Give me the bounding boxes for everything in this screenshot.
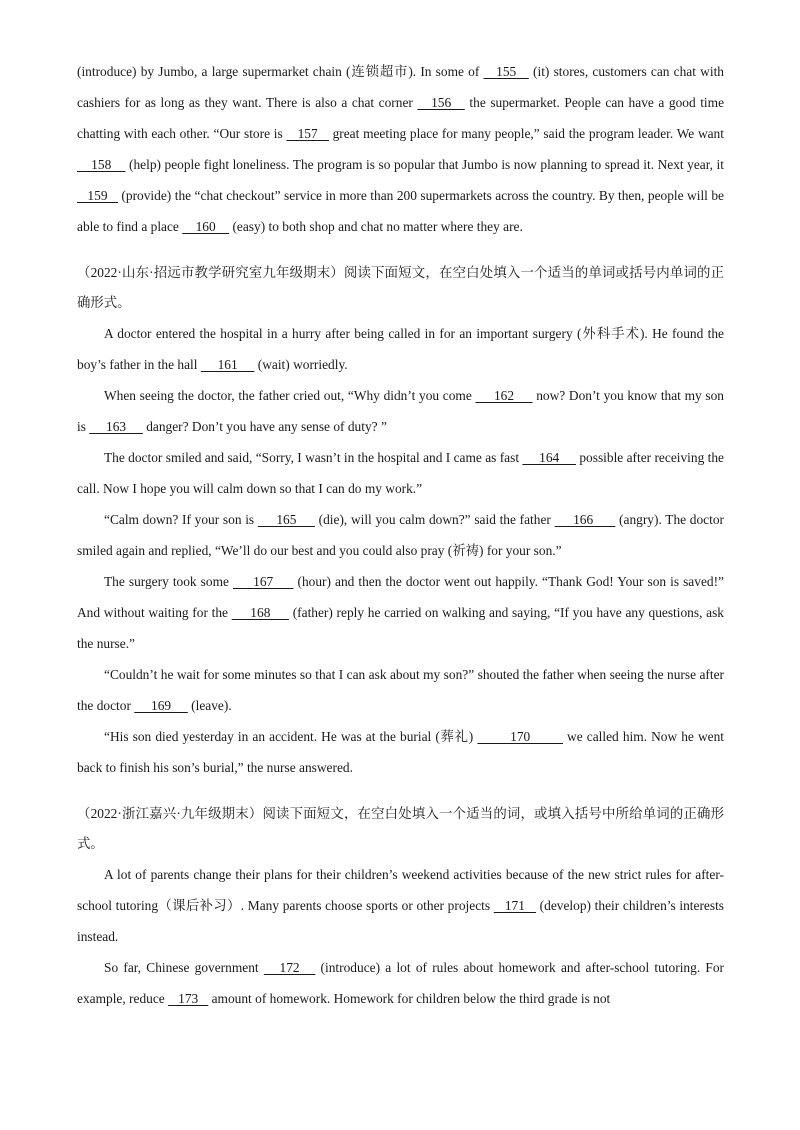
answer-blank[interactable]: 166 bbox=[554, 512, 616, 527]
passage-paragraph bbox=[77, 504, 724, 566]
paragraph-text: amount of homework. Homework for children below the third grade is not bbox=[208, 991, 611, 1006]
passage-paragraph bbox=[77, 442, 724, 504]
paragraph-text: now? Don’t you know that my son is bbox=[77, 388, 725, 434]
answer-blank[interactable]: 163 bbox=[89, 419, 143, 434]
paragraph-text: (hour) and then the doctor went out happily. “Thank God! Your son is saved!” And without waiting for the bbox=[77, 574, 724, 620]
paragraph-text: (leave). bbox=[187, 698, 232, 713]
answer-blank[interactable]: 173 bbox=[168, 991, 209, 1006]
paragraph-text: (provide) the “chat checkout” service in more than 200 supermarkets across the country. By then, people will be able to find a place bbox=[77, 188, 724, 234]
answer-blank[interactable]: 155 bbox=[483, 64, 529, 79]
passage-paragraph bbox=[77, 56, 724, 242]
paragraph-text: (angry). The doctor smiled again and replied, “We’ll do our best and you could also pray (祈祷) for your son.” bbox=[77, 512, 724, 558]
paragraph-text: （2022·山东·招远市教学研究室九年级期末）阅读下面短文，在空白处填入一个适当的单词或括号内单词的正确形式。 bbox=[77, 265, 724, 310]
answer-blank[interactable]: 161 bbox=[200, 357, 255, 372]
paragraph-text: danger? Don’t you have any sense of duty? ” bbox=[142, 419, 387, 434]
answer-blank[interactable]: 164 bbox=[522, 450, 576, 465]
answer-blank[interactable]: 170 bbox=[477, 729, 563, 744]
paragraph-text: (help) people fight loneliness. The program is so popular that Jumbo is now planning to spread it. Next year, it bbox=[125, 157, 724, 172]
answer-blank[interactable]: 171 bbox=[493, 898, 536, 913]
answer-blank[interactable]: 162 bbox=[475, 388, 533, 403]
answer-blank[interactable]: 169 bbox=[134, 698, 188, 713]
passage-paragraph bbox=[77, 859, 724, 952]
section-gap bbox=[77, 783, 724, 799]
paragraph-text: (father) reply he carried on walking and saying, “If you have any questions, ask the nurse.” bbox=[77, 605, 725, 651]
paragraph-text: “Calm down? If your son is bbox=[104, 512, 258, 527]
answer-blank[interactable]: 157 bbox=[286, 126, 329, 141]
paragraph-text: A doctor entered the hospital in a hurry after being called in for an important surgery (外科手术). He found the boy’s father in the hall bbox=[77, 326, 724, 372]
paragraph-text: (easy) to both shop and chat no matter where they are. bbox=[229, 219, 523, 234]
section-gap bbox=[77, 242, 724, 258]
paragraph-text: When seeing the doctor, the father cried out, “Why didn’t you come bbox=[104, 388, 476, 403]
paragraph-text: （2022·浙江嘉兴·九年级期末）阅读下面短文，在空白处填入一个适当的词，或填入括号中所给单词的正确形式。 bbox=[77, 806, 724, 851]
paragraph-text: The surgery took some bbox=[104, 574, 233, 589]
passage-paragraph bbox=[77, 721, 724, 783]
section-instruction bbox=[77, 258, 724, 318]
paragraph-text: The doctor smiled and said, “Sorry, I wasn’t in the hospital and I came as fast bbox=[104, 450, 523, 465]
paragraph-text: (it) stores, customers can chat with cashiers for as long as they want. There is also a chat corner bbox=[77, 64, 724, 110]
paragraph-text: (wait) worriedly. bbox=[254, 357, 348, 372]
passage-paragraph bbox=[77, 659, 724, 721]
passage-paragraph bbox=[77, 380, 724, 442]
paragraph-text: (introduce) a lot of rules about homework and after-school tutoring. For example, reduce bbox=[77, 960, 724, 1006]
paragraph-text: possible after receiving the call. Now I hope you will calm down so that I can do my work.” bbox=[77, 450, 724, 496]
answer-blank[interactable]: 172 bbox=[263, 960, 316, 975]
paragraph-text: So far, Chinese government bbox=[104, 960, 264, 975]
answer-blank[interactable]: 160 bbox=[182, 219, 230, 234]
answer-blank[interactable]: 168 bbox=[231, 605, 289, 620]
paragraph-text: (introduce) by Jumbo, a large supermarket chain (连锁超市). In some of bbox=[77, 64, 484, 79]
paragraph-text: great meeting place for many people,” said the program leader. We want bbox=[328, 126, 724, 141]
document-page bbox=[77, 56, 724, 1014]
answer-blank[interactable]: 167 bbox=[232, 574, 294, 589]
paragraph-text: A lot of parents change their plans for their children’s weekend activities because of the new strict rules for after-school tutoring（课后补习）. Many parents choose sports or other projects bbox=[77, 867, 724, 913]
paragraph-text: the supermarket. People can have a good time chatting with each other. “Our store is bbox=[77, 95, 725, 141]
paragraph-text: we called him. Now he went back to finish his son’s burial,” the nurse answered. bbox=[77, 729, 724, 775]
answer-blank[interactable]: 156 bbox=[417, 95, 465, 110]
paragraph-text: (die), will you calm down?” said the father bbox=[314, 512, 555, 527]
answer-blank[interactable]: 159 bbox=[77, 188, 118, 203]
passage-paragraph bbox=[77, 952, 724, 1014]
paragraph-text: “His son died yesterday in an accident. He was at the burial (葬礼) bbox=[104, 729, 478, 744]
section-instruction bbox=[77, 799, 724, 859]
passage-paragraph bbox=[77, 318, 724, 380]
passage-paragraph bbox=[77, 566, 724, 659]
paragraph-text: “Couldn’t he wait for some minutes so that I can ask about my son?” shouted the father when seeing the nurse after the doctor bbox=[77, 667, 724, 713]
answer-blank[interactable]: 165 bbox=[257, 512, 315, 527]
answer-blank[interactable]: 158 bbox=[77, 157, 126, 172]
paragraph-text: (develop) their children’s interests instead. bbox=[77, 898, 725, 944]
